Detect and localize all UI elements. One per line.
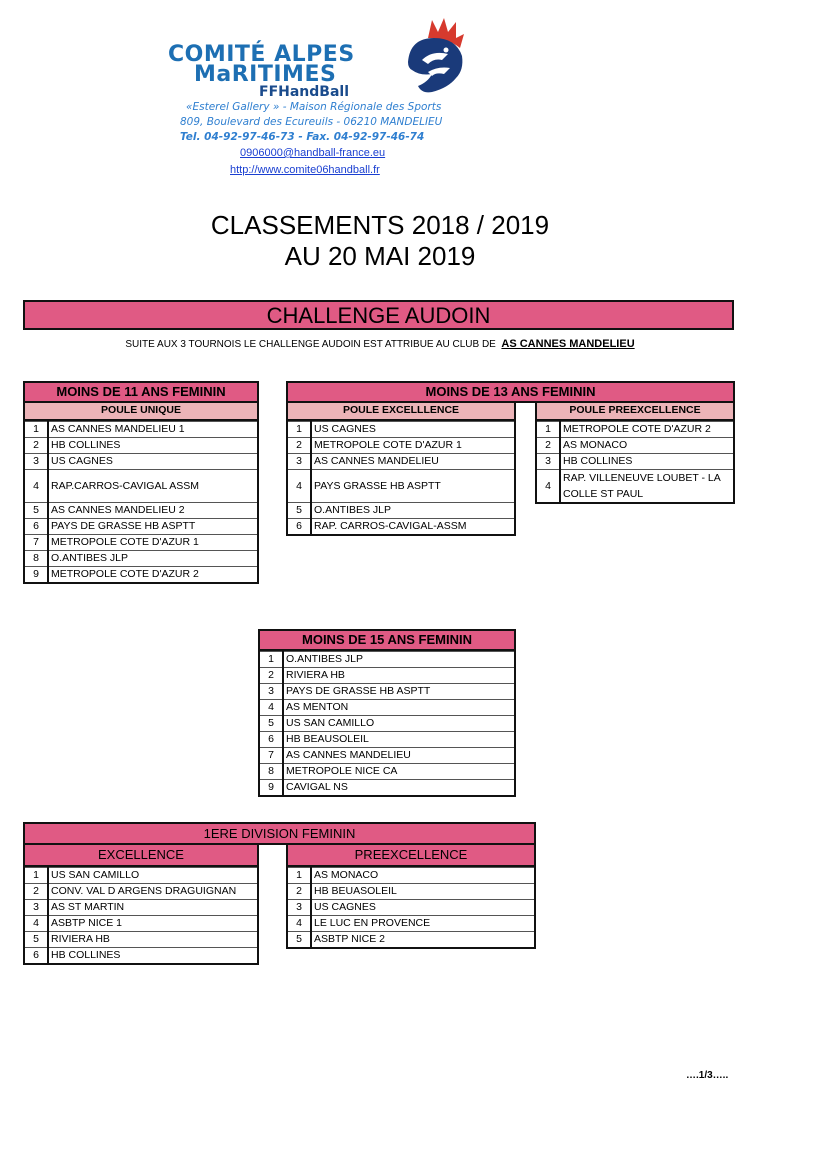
table-row [24,900,258,916]
u13-preexcellence-pool-header: POULE PREEXCELLENCE [535,403,735,421]
rank-cell: 9 [259,780,283,797]
team-cell: AS MENTON [283,700,515,716]
challenge-text: SUITE AUX 3 TOURNOIS LE CHALLENGE AUDOIN EST ATTRIBUE AU CLUB DE [125,339,496,350]
team-cell: US CAGNES [311,422,515,438]
challenge-statement [0,338,760,350]
challenge-banner: CHALLENGE AUDOIN [23,300,734,330]
rank-cell: 2 [259,668,283,684]
logo-title-line3: FFHandBall [259,84,349,100]
team-cell: RAP.CARROS-CAVIGAL ASSM [48,470,258,503]
table-row [259,732,515,748]
table-row [536,470,734,504]
rank-cell: 1 [287,422,311,438]
table-row [259,780,515,797]
rank-cell: 3 [536,454,560,470]
team-cell: METROPOLE COTE D'AZUR 1 [311,438,515,454]
table-row [259,700,515,716]
table-row [287,470,515,503]
table-row [24,948,258,965]
team-cell: METROPOLE COTE D'AZUR 2 [560,422,734,438]
rank-cell: 2 [287,438,311,454]
logo-title-line2: MaRITIMES [194,62,337,87]
team-cell: O.ANTIBES JLP [48,551,258,567]
table-row [24,438,258,454]
table-row [287,422,515,438]
table-row [536,454,734,470]
team-cell: ASBTP NICE 1 [48,916,258,932]
table-row [24,567,258,584]
rank-cell: 7 [24,535,48,551]
table-row [24,519,258,535]
team-cell: RAP. VILLENEUVE LOUBET - LA COLLE ST PAUL [560,470,734,504]
team-cell: HB COLLINES [48,948,258,965]
team-cell: METROPOLE COTE D'AZUR 1 [48,535,258,551]
page-indicator: ….1/3….. [686,1070,729,1081]
table-row [259,652,515,668]
table-row [24,916,258,932]
email-link[interactable]: 0906000@handball-france.eu [240,147,386,159]
table-row [536,422,734,438]
rank-cell: 2 [24,438,48,454]
rank-cell: 3 [24,454,48,470]
rank-cell: 5 [259,716,283,732]
address-line-1: «Esterel Gallery » - Maison Régionale des Sports [186,101,442,113]
rank-cell: 1 [536,422,560,438]
team-cell: PAYS GRASSE HB ASPTT [311,470,515,503]
rank-cell: 6 [287,519,311,536]
rank-cell: 6 [24,519,48,535]
table-row [24,422,258,438]
u13-excellence-pool-header: POULE EXCELLLENCE [286,403,516,421]
rooster-emblem-icon [398,16,470,98]
team-cell: AS MONACO [560,438,734,454]
rank-cell: 3 [259,684,283,700]
team-cell: US CAGNES [311,900,535,916]
table-row [287,868,535,884]
team-cell: US SAN CAMILLO [48,868,258,884]
rank-cell: 1 [24,422,48,438]
table-row [24,884,258,900]
u15-table [258,651,516,797]
rank-cell: 8 [24,551,48,567]
page-title-line2: AU 20 MAI 2019 [284,241,476,271]
team-cell: METROPOLE NICE CA [283,764,515,780]
team-cell: HB COLLINES [560,454,734,470]
rank-cell: 5 [24,932,48,948]
logo-title-line1: COMITÉ ALPES [168,42,355,67]
table-row [24,535,258,551]
table-row [287,916,535,932]
table-row [287,454,515,470]
team-cell: AS CANNES MANDELIEU [283,748,515,764]
rank-cell: 4 [24,916,48,932]
team-cell: ASBTP NICE 2 [311,932,535,949]
team-cell: LE LUC EN PROVENCE [311,916,535,932]
table-row [24,932,258,948]
table-row [259,716,515,732]
rank-cell: 5 [287,932,311,949]
website-link[interactable]: http://www.comite06handball.fr [230,164,380,176]
rank-cell: 3 [24,900,48,916]
team-cell: PAYS DE GRASSE HB ASPTT [283,684,515,700]
table-row [24,551,258,567]
table-row [259,668,515,684]
team-cell: AS ST MARTIN [48,900,258,916]
table-row [536,438,734,454]
d1-preexcellence-header: PREEXCELLENCE [286,845,536,867]
rank-cell: 6 [259,732,283,748]
team-cell: HB BEUASOLEIL [311,884,535,900]
team-cell: CONV. VAL D ARGENS DRAGUIGNAN [48,884,258,900]
u11-pool-header: POULE UNIQUE [23,403,259,421]
team-cell: US SAN CAMILLO [283,716,515,732]
table-row [287,900,535,916]
rank-cell: 3 [287,900,311,916]
d1-excellence-table [23,867,259,965]
team-cell: AS MONACO [311,868,535,884]
page-title-line1: CLASSEMENTS 2018 / 2019 [210,210,550,240]
rank-cell: 4 [287,470,311,503]
team-cell: PAYS DE GRASSE HB ASPTT [48,519,258,535]
rank-cell: 1 [24,868,48,884]
u13-header: MOINS DE 13 ANS FEMININ [286,381,735,403]
rank-cell: 2 [536,438,560,454]
team-cell: O.ANTIBES JLP [283,652,515,668]
rank-cell: 7 [259,748,283,764]
u13-preexcellence-table [535,421,735,504]
rank-cell: 1 [287,868,311,884]
rank-cell: 1 [259,652,283,668]
team-cell: CAVIGAL NS [283,780,515,797]
table-row [287,503,515,519]
u11-header: MOINS DE 11 ANS FEMININ [23,381,259,403]
table-row [24,868,258,884]
table-row [287,519,515,536]
table-row [287,932,535,949]
u13-excellence-table [286,421,516,536]
team-cell: METROPOLE COTE D'AZUR 2 [48,567,258,584]
rank-cell: 9 [24,567,48,584]
d1-excellence-header: EXCELLENCE [23,845,259,867]
table-row [259,764,515,780]
rank-cell: 2 [24,884,48,900]
rank-cell: 6 [24,948,48,965]
u15-header: MOINS DE 15 ANS FEMININ [258,629,516,651]
table-row [24,454,258,470]
table-row [259,748,515,764]
d1-preexcellence-table [286,867,536,949]
team-cell: O.ANTIBES JLP [311,503,515,519]
table-row [259,684,515,700]
table-row [287,438,515,454]
rank-cell: 4 [24,470,48,503]
team-cell: HB COLLINES [48,438,258,454]
rank-cell: 8 [259,764,283,780]
address-line-2: 809, Boulevard des Ecureuils - 06210 MANDELIEU [180,116,443,128]
rank-cell: 4 [259,700,283,716]
team-cell: HB BEAUSOLEIL [283,732,515,748]
rank-cell: 4 [287,916,311,932]
rank-cell: 5 [24,503,48,519]
team-cell: RIVIERA HB [283,668,515,684]
table-row [24,503,258,519]
rank-cell: 3 [287,454,311,470]
challenge-winner: AS CANNES MANDELIEU [501,338,635,350]
rank-cell: 5 [287,503,311,519]
team-cell: AS CANNES MANDELIEU [311,454,515,470]
table-row [24,470,258,503]
rank-cell: 2 [287,884,311,900]
phone-fax-line: Tel. 04-92-97-46-73 - Fax. 04-92-97-46-74 [180,131,425,143]
table-row [287,884,535,900]
team-cell: AS CANNES MANDELIEU 1 [48,422,258,438]
u11-table [23,421,259,584]
d1-header: 1ERE DIVISION FEMININ [23,822,536,845]
team-cell: RAP. CARROS-CAVIGAL-ASSM [311,519,515,536]
team-cell: RIVIERA HB [48,932,258,948]
rank-cell: 4 [536,470,560,504]
team-cell: AS CANNES MANDELIEU 2 [48,503,258,519]
team-cell: US CAGNES [48,454,258,470]
